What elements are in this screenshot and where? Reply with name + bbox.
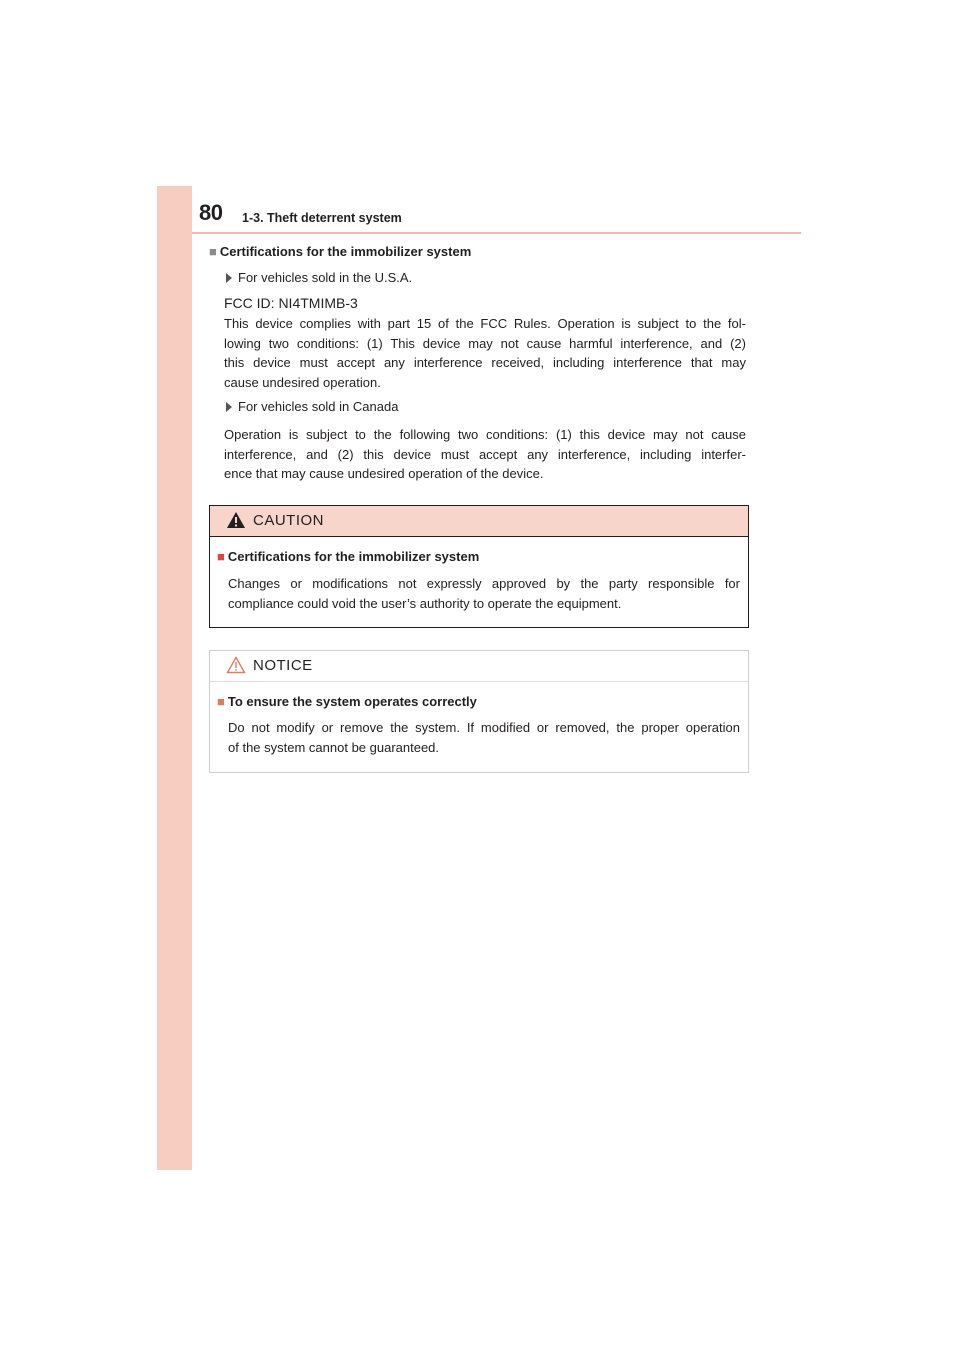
square-bullet-icon: ■ xyxy=(217,694,225,709)
notice-heading: ■ To ensure the system operates correctly xyxy=(217,694,477,709)
page-side-bar xyxy=(157,186,192,1170)
text-line: This device complies with part 15 of the FCC Rules. Operation is subject to the fol- xyxy=(224,316,746,331)
section-heading: ■ Certifications for the immobilizer system xyxy=(209,244,472,259)
text-line: compliance could void the user’s authority to operate the equipment. xyxy=(228,595,622,611)
text-line: Do not modify or remove the system. If modified or removed, the proper operation xyxy=(228,720,740,735)
header-rule xyxy=(192,232,801,234)
triangle-bullet-icon xyxy=(226,402,232,412)
square-bullet-icon: ■ xyxy=(217,549,225,564)
text-line: of the system cannot be guaranteed. xyxy=(228,739,440,755)
notice-title: NOTICE xyxy=(253,657,313,674)
caution-header xyxy=(210,506,748,537)
us-bullet: For vehicles sold in the U.S.A. xyxy=(226,270,412,285)
notice-text xyxy=(228,718,740,757)
caution-title: CAUTION xyxy=(253,512,324,529)
text-line: interference, and (2) this device must accept any interference, including interfer- xyxy=(224,446,746,462)
text-line: lowing two conditions: (1) This device may not cause harmful interference, and (2) xyxy=(224,335,746,351)
fcc-id: FCC ID: NI4TMIMB-3 xyxy=(224,295,358,311)
notice-header xyxy=(210,651,748,682)
text-line: Operation is subject to the following two conditions: (1) this device may not cause xyxy=(224,427,746,442)
text-line: Changes or modifications not expressly approved by the party responsible for xyxy=(228,576,740,591)
text-line: cause undesired operation. xyxy=(224,374,381,390)
canada-paragraph xyxy=(224,425,746,484)
square-bullet-icon: ■ xyxy=(209,244,217,259)
warning-triangle-icon xyxy=(226,511,246,529)
warning-triangle-icon xyxy=(226,656,246,674)
caution-box xyxy=(209,505,749,628)
section-title: 1-3. Theft deterrent system xyxy=(242,211,402,225)
page-number: 80 xyxy=(199,200,223,225)
notice-box xyxy=(209,650,749,773)
text-line: ence that may cause undesired operation of the device. xyxy=(224,466,544,481)
caution-text xyxy=(228,574,740,613)
text-line: this device must accept any interference received, including interference that may xyxy=(224,355,746,370)
us-paragraph xyxy=(224,314,746,392)
triangle-bullet-icon xyxy=(226,273,232,283)
caution-heading: ■ Certifications for the immobilizer system xyxy=(217,549,480,564)
canada-bullet: For vehicles sold in Canada xyxy=(226,399,398,414)
